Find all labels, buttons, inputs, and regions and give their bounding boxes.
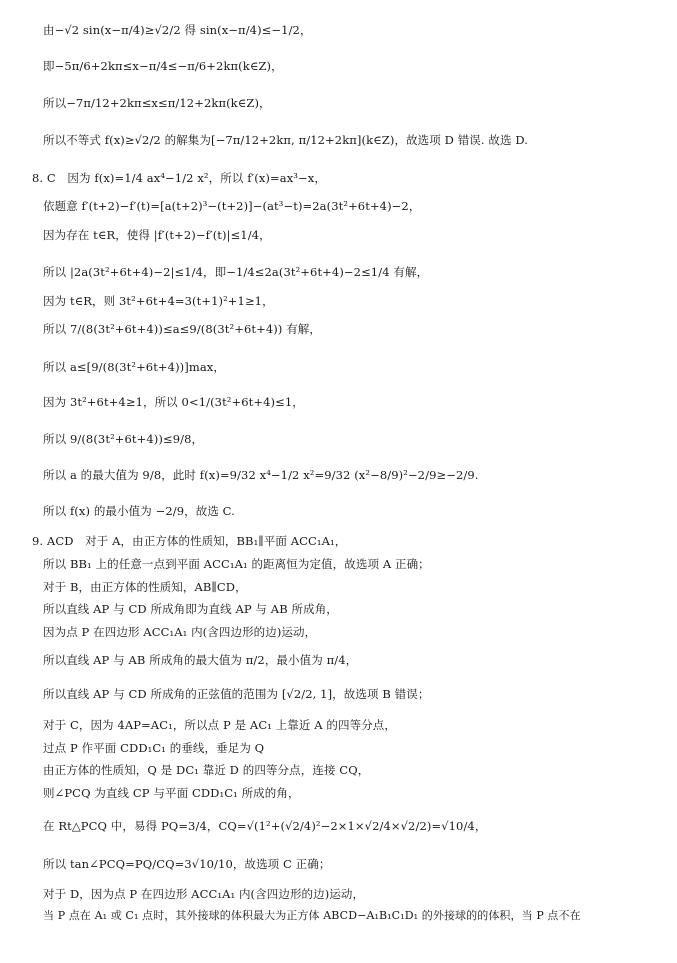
- solution-line-17: 所以 BB₁ 上的任意一点到平面 ACC₁A₁ 的距离恒为定值，故选项 A 正确；: [43, 557, 430, 571]
- solution-line-18: 对于 B，由正方体的性质知，AB∥CD，: [43, 580, 247, 594]
- solution-line-7: 因为存在 t∈R，使得 |f′(t+2)−f′(t)|≤1/4，: [43, 228, 271, 242]
- solution-line-15: 所以 f(x) 的最小值为 −2/9，故选 C.: [43, 504, 235, 518]
- solution-line-12: 因为 3t²+6t+4≥1，所以 0<1/(3t²+6t+4)≤1，: [43, 395, 304, 409]
- solution-line-4: 所以不等式 f(x)≥√2/2 的解集为[−7π/12+2kπ, π/12+2kπ](k∈Z)，故选项 D 错误. 故选 D.: [43, 133, 529, 147]
- solution-line-25: 由正方体的性质知，Q 是 DC₁ 靠近 D 的四等分点，连接 CQ，: [43, 763, 370, 777]
- solution-line-27: 在 Rt△PCQ 中，易得 PQ=3/4，CQ=√(1²+(√2/4)²−2×1×√2/4×√2/2)=√10/4，: [43, 819, 487, 833]
- solution-line-23: 对于 C，因为 4AP=AC₁，所以点 P 是 AC₁ 上靠近 A 的四等分点，: [43, 718, 397, 732]
- solution-line-1: 由−√2 sin(x−π/4)≥√2/2 得 sin(x−π/4)≤−1/2，: [43, 23, 312, 37]
- solution-line-19: 所以直线 AP 与 CD 所成角即为直线 AP 与 AB 所成角，: [43, 602, 338, 616]
- solution-line-11: 所以 a≤[9/(8(3t²+6t+4))]max，: [43, 360, 225, 374]
- solution-line-2: 即−5π/6+2kπ≤x−π/4≤−π/6+2kπ(k∈Z)，: [43, 59, 283, 73]
- solution-line-24: 过点 P 作平面 CDD₁C₁ 的垂线，垂足为 Q: [43, 741, 265, 755]
- solution-line-3: 所以−7π/12+2kπ≤x≤π/12+2kπ(k∈Z)，: [43, 96, 271, 110]
- solution-line-28: 所以 tan∠PCQ=PQ/CQ=3√10/10，故选项 C 正确；: [43, 857, 331, 871]
- solution-line-22: 所以直线 AP 与 CD 所成角的正弦值的范围为 [√2/2, 1]，故选项 B 错误；: [43, 687, 430, 701]
- solution-line-26: 则∠PCQ 为直线 CP 与平面 CDD₁C₁ 所成的角，: [43, 786, 300, 800]
- solution-line-8: 所以 |2a(3t²+6t+4)−2|≤1/4，即−1/4≤2a(3t²+6t+4)−2≤1/4 有解，: [43, 265, 429, 279]
- solution-line-6: 依题意 f′(t+2)−f′(t)=[a(t+2)³−(t+2)]−(at³−t)=2a(3t²+6t+4)−2，: [43, 199, 421, 213]
- problem-9-heading: 9. ACD 对于 A，由正方体的性质知，BB₁∥平面 ACC₁A₁，: [32, 534, 347, 548]
- solution-line-29: 对于 D，因为点 P 在四边形 ACC₁A₁ 内(含四边形的边)运动，: [43, 887, 365, 901]
- solution-line-20: 因为点 P 在四边形 ACC₁A₁ 内(含四边形的边)运动，: [43, 625, 317, 639]
- solution-line-13: 所以 9/(8(3t²+6t+4))≤9/8，: [43, 432, 204, 446]
- solution-line-21: 所以直线 AP 与 AB 所成角的最大值为 π/2，最小值为 π/4，: [43, 653, 358, 667]
- solution-line-30: 当 P 点在 A₁ 或 C₁ 点时，其外接球的体积最大为正方体 ABCD−A₁B₁C₁D₁ 的外接球的的体积，当 P 点不在: [43, 909, 581, 922]
- problem-8-heading: 8. C 因为 f(x)=1/4 ax⁴−1/2 x²，所以 f′(x)=ax³−x，: [32, 171, 326, 185]
- solution-line-14: 所以 a 的最大值为 9/8，此时 f(x)=9/32 x⁴−1/2 x²=9/32 (x²−8/9)²−2/9≥−2/9.: [43, 468, 479, 482]
- solution-line-9: 因为 t∈R，则 3t²+6t+4=3(t+1)²+1≥1，: [43, 294, 274, 308]
- solution-line-10: 所以 7/(8(3t²+6t+4))≤a≤9/(8(3t²+6t+4)) 有解，: [43, 322, 321, 336]
